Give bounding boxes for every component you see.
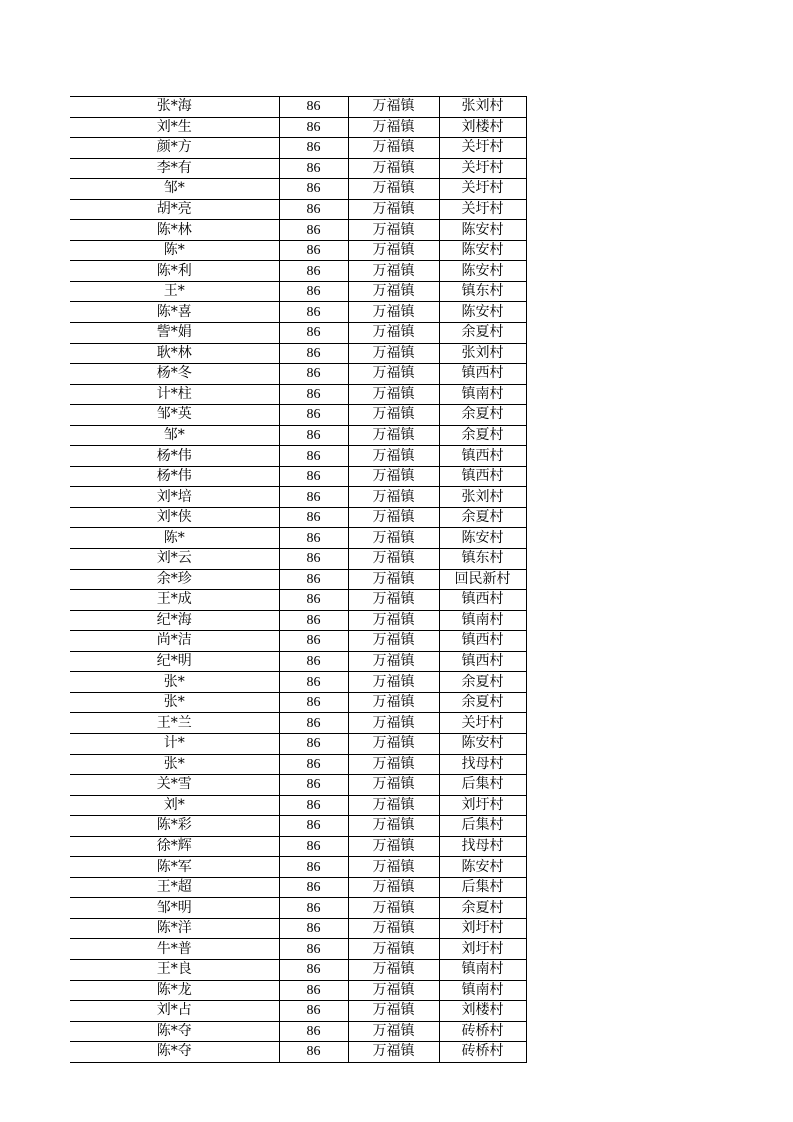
table-row: [70, 507, 526, 528]
name-cell: 王*良: [70, 959, 279, 980]
table-row: [70, 877, 526, 898]
table-row: [70, 1001, 526, 1022]
number-cell: 86: [279, 775, 348, 796]
name-cell: 訾*娟: [70, 323, 279, 344]
village-cell: 回民新村: [439, 569, 526, 590]
table-row: [70, 323, 526, 344]
table-row: [70, 199, 526, 220]
name-cell: 王*成: [70, 590, 279, 611]
name-cell: 杨*冬: [70, 364, 279, 385]
town-cell: 万福镇: [348, 1001, 439, 1022]
number-cell: 86: [279, 795, 348, 816]
number-cell: 86: [279, 939, 348, 960]
name-cell: 刘*云: [70, 549, 279, 570]
village-cell: 刘楼村: [439, 117, 526, 138]
village-cell: 刘圩村: [439, 795, 526, 816]
town-cell: 万福镇: [348, 302, 439, 323]
village-cell: 关圩村: [439, 199, 526, 220]
number-cell: 86: [279, 487, 348, 508]
town-cell: 万福镇: [348, 425, 439, 446]
town-cell: 万福镇: [348, 590, 439, 611]
town-cell: 万福镇: [348, 384, 439, 405]
table-row: [70, 425, 526, 446]
village-cell: 关圩村: [439, 138, 526, 159]
town-cell: 万福镇: [348, 795, 439, 816]
name-cell: 邹*明: [70, 898, 279, 919]
village-cell: 余夏村: [439, 405, 526, 426]
village-cell: 刘楼村: [439, 1001, 526, 1022]
table-row: [70, 836, 526, 857]
village-cell: 镇南村: [439, 959, 526, 980]
name-cell: 耿*林: [70, 343, 279, 364]
number-cell: 86: [279, 1021, 348, 1042]
table-row: [70, 261, 526, 282]
village-cell: 余夏村: [439, 692, 526, 713]
number-cell: 86: [279, 220, 348, 241]
village-cell: 镇南村: [439, 384, 526, 405]
table-row: [70, 939, 526, 960]
name-cell: 张*: [70, 672, 279, 693]
number-cell: 86: [279, 446, 348, 467]
village-cell: 镇西村: [439, 364, 526, 385]
table-row: [70, 692, 526, 713]
name-cell: 陈*龙: [70, 980, 279, 1001]
number-cell: 86: [279, 281, 348, 302]
town-cell: 万福镇: [348, 836, 439, 857]
name-cell: 陈*: [70, 528, 279, 549]
town-cell: 万福镇: [348, 323, 439, 344]
table-row: [70, 97, 526, 118]
town-cell: 万福镇: [348, 1021, 439, 1042]
table-row: [70, 733, 526, 754]
number-cell: 86: [279, 240, 348, 261]
town-cell: 万福镇: [348, 466, 439, 487]
table-row: [70, 364, 526, 385]
table-row: [70, 651, 526, 672]
table-row: [70, 179, 526, 200]
table-row: [70, 466, 526, 487]
number-cell: 86: [279, 343, 348, 364]
village-cell: 余夏村: [439, 672, 526, 693]
town-cell: 万福镇: [348, 754, 439, 775]
number-cell: 86: [279, 158, 348, 179]
village-cell: 陈安村: [439, 240, 526, 261]
records-table-body: [70, 97, 526, 1063]
name-cell: 纪*明: [70, 651, 279, 672]
table-row: [70, 384, 526, 405]
number-cell: 86: [279, 672, 348, 693]
name-cell: 牛*普: [70, 939, 279, 960]
number-cell: 86: [279, 754, 348, 775]
name-cell: 计*柱: [70, 384, 279, 405]
table-row: [70, 487, 526, 508]
name-cell: 陈*夺: [70, 1021, 279, 1042]
number-cell: 86: [279, 425, 348, 446]
number-cell: 86: [279, 323, 348, 344]
table-row: [70, 898, 526, 919]
town-cell: 万福镇: [348, 959, 439, 980]
village-cell: 镇东村: [439, 549, 526, 570]
name-cell: 陈*喜: [70, 302, 279, 323]
town-cell: 万福镇: [348, 857, 439, 878]
village-cell: 陈安村: [439, 302, 526, 323]
village-cell: 镇西村: [439, 466, 526, 487]
number-cell: 86: [279, 877, 348, 898]
village-cell: 刘圩村: [439, 918, 526, 939]
name-cell: 陈*洋: [70, 918, 279, 939]
table-row: [70, 158, 526, 179]
village-cell: 关圩村: [439, 713, 526, 734]
village-cell: 张刘村: [439, 343, 526, 364]
number-cell: 86: [279, 959, 348, 980]
table-row: [70, 631, 526, 652]
number-cell: 86: [279, 384, 348, 405]
village-cell: 镇西村: [439, 446, 526, 467]
number-cell: 86: [279, 364, 348, 385]
town-cell: 万福镇: [348, 549, 439, 570]
table-row: [70, 528, 526, 549]
number-cell: 86: [279, 713, 348, 734]
number-cell: 86: [279, 405, 348, 426]
town-cell: 万福镇: [348, 713, 439, 734]
table-row: [70, 343, 526, 364]
table-row: [70, 446, 526, 467]
town-cell: 万福镇: [348, 918, 439, 939]
table-row: [70, 959, 526, 980]
town-cell: 万福镇: [348, 138, 439, 159]
town-cell: 万福镇: [348, 569, 439, 590]
village-cell: 陈安村: [439, 220, 526, 241]
table-row: [70, 754, 526, 775]
table-row: [70, 1021, 526, 1042]
village-cell: 陈安村: [439, 733, 526, 754]
name-cell: 陈*林: [70, 220, 279, 241]
village-cell: 镇南村: [439, 610, 526, 631]
name-cell: 刘*占: [70, 1001, 279, 1022]
town-cell: 万福镇: [348, 240, 439, 261]
number-cell: 86: [279, 97, 348, 118]
table-row: [70, 918, 526, 939]
village-cell: 张刘村: [439, 487, 526, 508]
town-cell: 万福镇: [348, 405, 439, 426]
name-cell: 颜*方: [70, 138, 279, 159]
table-row: [70, 549, 526, 570]
village-cell: 镇东村: [439, 281, 526, 302]
town-cell: 万福镇: [348, 733, 439, 754]
town-cell: 万福镇: [348, 281, 439, 302]
table-row: [70, 795, 526, 816]
village-cell: 后集村: [439, 775, 526, 796]
village-cell: 找母村: [439, 836, 526, 857]
town-cell: 万福镇: [348, 343, 439, 364]
number-cell: 86: [279, 898, 348, 919]
number-cell: 86: [279, 836, 348, 857]
village-cell: 砖桥村: [439, 1042, 526, 1063]
table-row: [70, 713, 526, 734]
number-cell: 86: [279, 816, 348, 837]
number-cell: 86: [279, 631, 348, 652]
town-cell: 万福镇: [348, 220, 439, 241]
town-cell: 万福镇: [348, 631, 439, 652]
town-cell: 万福镇: [348, 980, 439, 1001]
name-cell: 陈*彩: [70, 816, 279, 837]
table-row: [70, 816, 526, 837]
name-cell: 陈*利: [70, 261, 279, 282]
name-cell: 刘*培: [70, 487, 279, 508]
town-cell: 万福镇: [348, 939, 439, 960]
village-cell: 找母村: [439, 754, 526, 775]
village-cell: 张刘村: [439, 97, 526, 118]
village-cell: 余夏村: [439, 898, 526, 919]
table-row: [70, 220, 526, 241]
name-cell: 杨*伟: [70, 446, 279, 467]
name-cell: 邹*英: [70, 405, 279, 426]
name-cell: 张*海: [70, 97, 279, 118]
town-cell: 万福镇: [348, 877, 439, 898]
village-cell: 关圩村: [439, 158, 526, 179]
town-cell: 万福镇: [348, 898, 439, 919]
village-cell: 砖桥村: [439, 1021, 526, 1042]
number-cell: 86: [279, 507, 348, 528]
name-cell: 刘*生: [70, 117, 279, 138]
village-cell: 后集村: [439, 816, 526, 837]
town-cell: 万福镇: [348, 179, 439, 200]
number-cell: 86: [279, 610, 348, 631]
village-cell: 镇南村: [439, 980, 526, 1001]
table-row: [70, 672, 526, 693]
number-cell: 86: [279, 692, 348, 713]
village-cell: 余夏村: [439, 425, 526, 446]
number-cell: 86: [279, 918, 348, 939]
town-cell: 万福镇: [348, 610, 439, 631]
name-cell: 陈*夺: [70, 1042, 279, 1063]
number-cell: 86: [279, 1042, 348, 1063]
number-cell: 86: [279, 466, 348, 487]
town-cell: 万福镇: [348, 775, 439, 796]
town-cell: 万福镇: [348, 692, 439, 713]
name-cell: 邹*: [70, 425, 279, 446]
number-cell: 86: [279, 549, 348, 570]
village-cell: 关圩村: [439, 179, 526, 200]
name-cell: 邹*: [70, 179, 279, 200]
number-cell: 86: [279, 590, 348, 611]
table-row: [70, 138, 526, 159]
town-cell: 万福镇: [348, 97, 439, 118]
town-cell: 万福镇: [348, 1042, 439, 1063]
table-row: [70, 1042, 526, 1063]
village-cell: 陈安村: [439, 261, 526, 282]
number-cell: 86: [279, 138, 348, 159]
name-cell: 尚*洁: [70, 631, 279, 652]
number-cell: 86: [279, 199, 348, 220]
number-cell: 86: [279, 857, 348, 878]
number-cell: 86: [279, 179, 348, 200]
number-cell: 86: [279, 117, 348, 138]
village-cell: 镇西村: [439, 590, 526, 611]
name-cell: 关*雪: [70, 775, 279, 796]
table-row: [70, 302, 526, 323]
town-cell: 万福镇: [348, 507, 439, 528]
table-row: [70, 117, 526, 138]
number-cell: 86: [279, 302, 348, 323]
name-cell: 杨*伟: [70, 466, 279, 487]
village-cell: 镇西村: [439, 651, 526, 672]
number-cell: 86: [279, 980, 348, 1001]
table-row: [70, 405, 526, 426]
town-cell: 万福镇: [348, 446, 439, 467]
town-cell: 万福镇: [348, 261, 439, 282]
village-cell: 刘圩村: [439, 939, 526, 960]
name-cell: 计*: [70, 733, 279, 754]
table-row: [70, 590, 526, 611]
village-cell: 余夏村: [439, 507, 526, 528]
town-cell: 万福镇: [348, 651, 439, 672]
name-cell: 纪*海: [70, 610, 279, 631]
town-cell: 万福镇: [348, 528, 439, 549]
village-cell: 镇西村: [439, 631, 526, 652]
name-cell: 刘*侠: [70, 507, 279, 528]
records-table: [70, 96, 527, 1063]
village-cell: 余夏村: [439, 323, 526, 344]
name-cell: 王*: [70, 281, 279, 302]
name-cell: 张*: [70, 754, 279, 775]
number-cell: 86: [279, 569, 348, 590]
name-cell: 胡*亮: [70, 199, 279, 220]
name-cell: 陈*军: [70, 857, 279, 878]
town-cell: 万福镇: [348, 816, 439, 837]
town-cell: 万福镇: [348, 487, 439, 508]
number-cell: 86: [279, 528, 348, 549]
name-cell: 陈*: [70, 240, 279, 261]
name-cell: 王*兰: [70, 713, 279, 734]
number-cell: 86: [279, 1001, 348, 1022]
table-row: [70, 569, 526, 590]
name-cell: 王*超: [70, 877, 279, 898]
name-cell: 李*有: [70, 158, 279, 179]
name-cell: 余*珍: [70, 569, 279, 590]
town-cell: 万福镇: [348, 199, 439, 220]
number-cell: 86: [279, 651, 348, 672]
town-cell: 万福镇: [348, 672, 439, 693]
town-cell: 万福镇: [348, 364, 439, 385]
name-cell: 张*: [70, 692, 279, 713]
village-cell: 陈安村: [439, 528, 526, 549]
table-row: [70, 775, 526, 796]
table-row: [70, 240, 526, 261]
table-row: [70, 980, 526, 1001]
number-cell: 86: [279, 733, 348, 754]
table-row: [70, 610, 526, 631]
name-cell: 刘*: [70, 795, 279, 816]
table-row: [70, 857, 526, 878]
town-cell: 万福镇: [348, 158, 439, 179]
village-cell: 陈安村: [439, 857, 526, 878]
table-row: [70, 281, 526, 302]
village-cell: 后集村: [439, 877, 526, 898]
number-cell: 86: [279, 261, 348, 282]
town-cell: 万福镇: [348, 117, 439, 138]
name-cell: 徐*辉: [70, 836, 279, 857]
